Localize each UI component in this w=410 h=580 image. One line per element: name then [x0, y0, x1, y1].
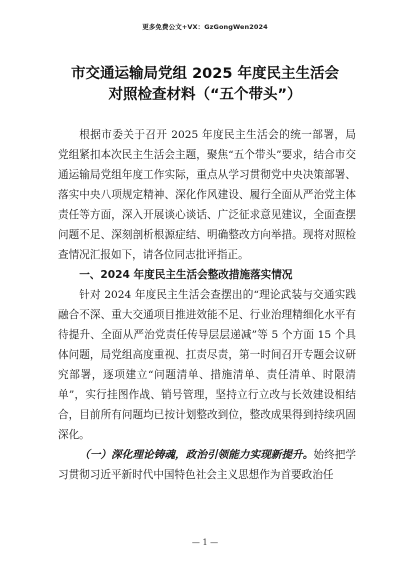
subsection-paragraph: [58, 445, 356, 485]
watermark-header: 更多免费公文+VX：GzGongWen2024: [142, 23, 268, 31]
title-line-1: 市交通运输局党组 2025 年度民主生活会: [71, 66, 339, 82]
intro-paragraph: 根据市委关于召开 2025 年度民主生活会的统一部署，局党组紧扣本次民主生活会主题，聚焦“五个带头”要求，结合市交通运输局党组年度工作实际，重点从学习贯彻党中央决策部署、落实中央八项规定精神、深化作风建设、履行全面从严治党主体责任等方面，深入开展谈心谈话、广泛征求意见建议，全面查摆问题不足、深刻剖析根源症结、明确整改方向举措。现将对照检查情况汇报如下，请各位同志批评指正。: [58, 129, 356, 261]
document-body: [58, 125, 356, 485]
subsection-text: 始终把学习贯彻习近平新时代中国特色社会主义思想作为首要政治任: [58, 449, 357, 481]
document-title: [40, 64, 370, 106]
title-line-2: 对照检查材料（“五个带头”）: [108, 87, 302, 103]
subsection-heading: （一）深化理论铸魂，政治引领能力实现新提升。: [79, 449, 314, 461]
section-heading: 一、2024 年度民主生活会整改措施落实情况: [79, 269, 293, 281]
section-paragraph: 针对 2024 年度民主生活会查摆出的“理论武装与交通实践融合不深、重大交通项目推进效能不足、行业治理精细化水平有待提升、全面从严治党责任传导层层递减”等 5 个方面 15 个具体问题，局党组高度重视、扛责尽责，第一时间召开专题会议研究部署，逐项建立“问题清单、措施清单、责任清单、时限清单”，实行挂图作战、销号管理，坚持立行立改与长效建设相结合，目前所有问题均已按计划整改到位，整改成果得到持续巩固深化。: [58, 289, 356, 441]
page-number: — 1 —: [191, 538, 219, 547]
